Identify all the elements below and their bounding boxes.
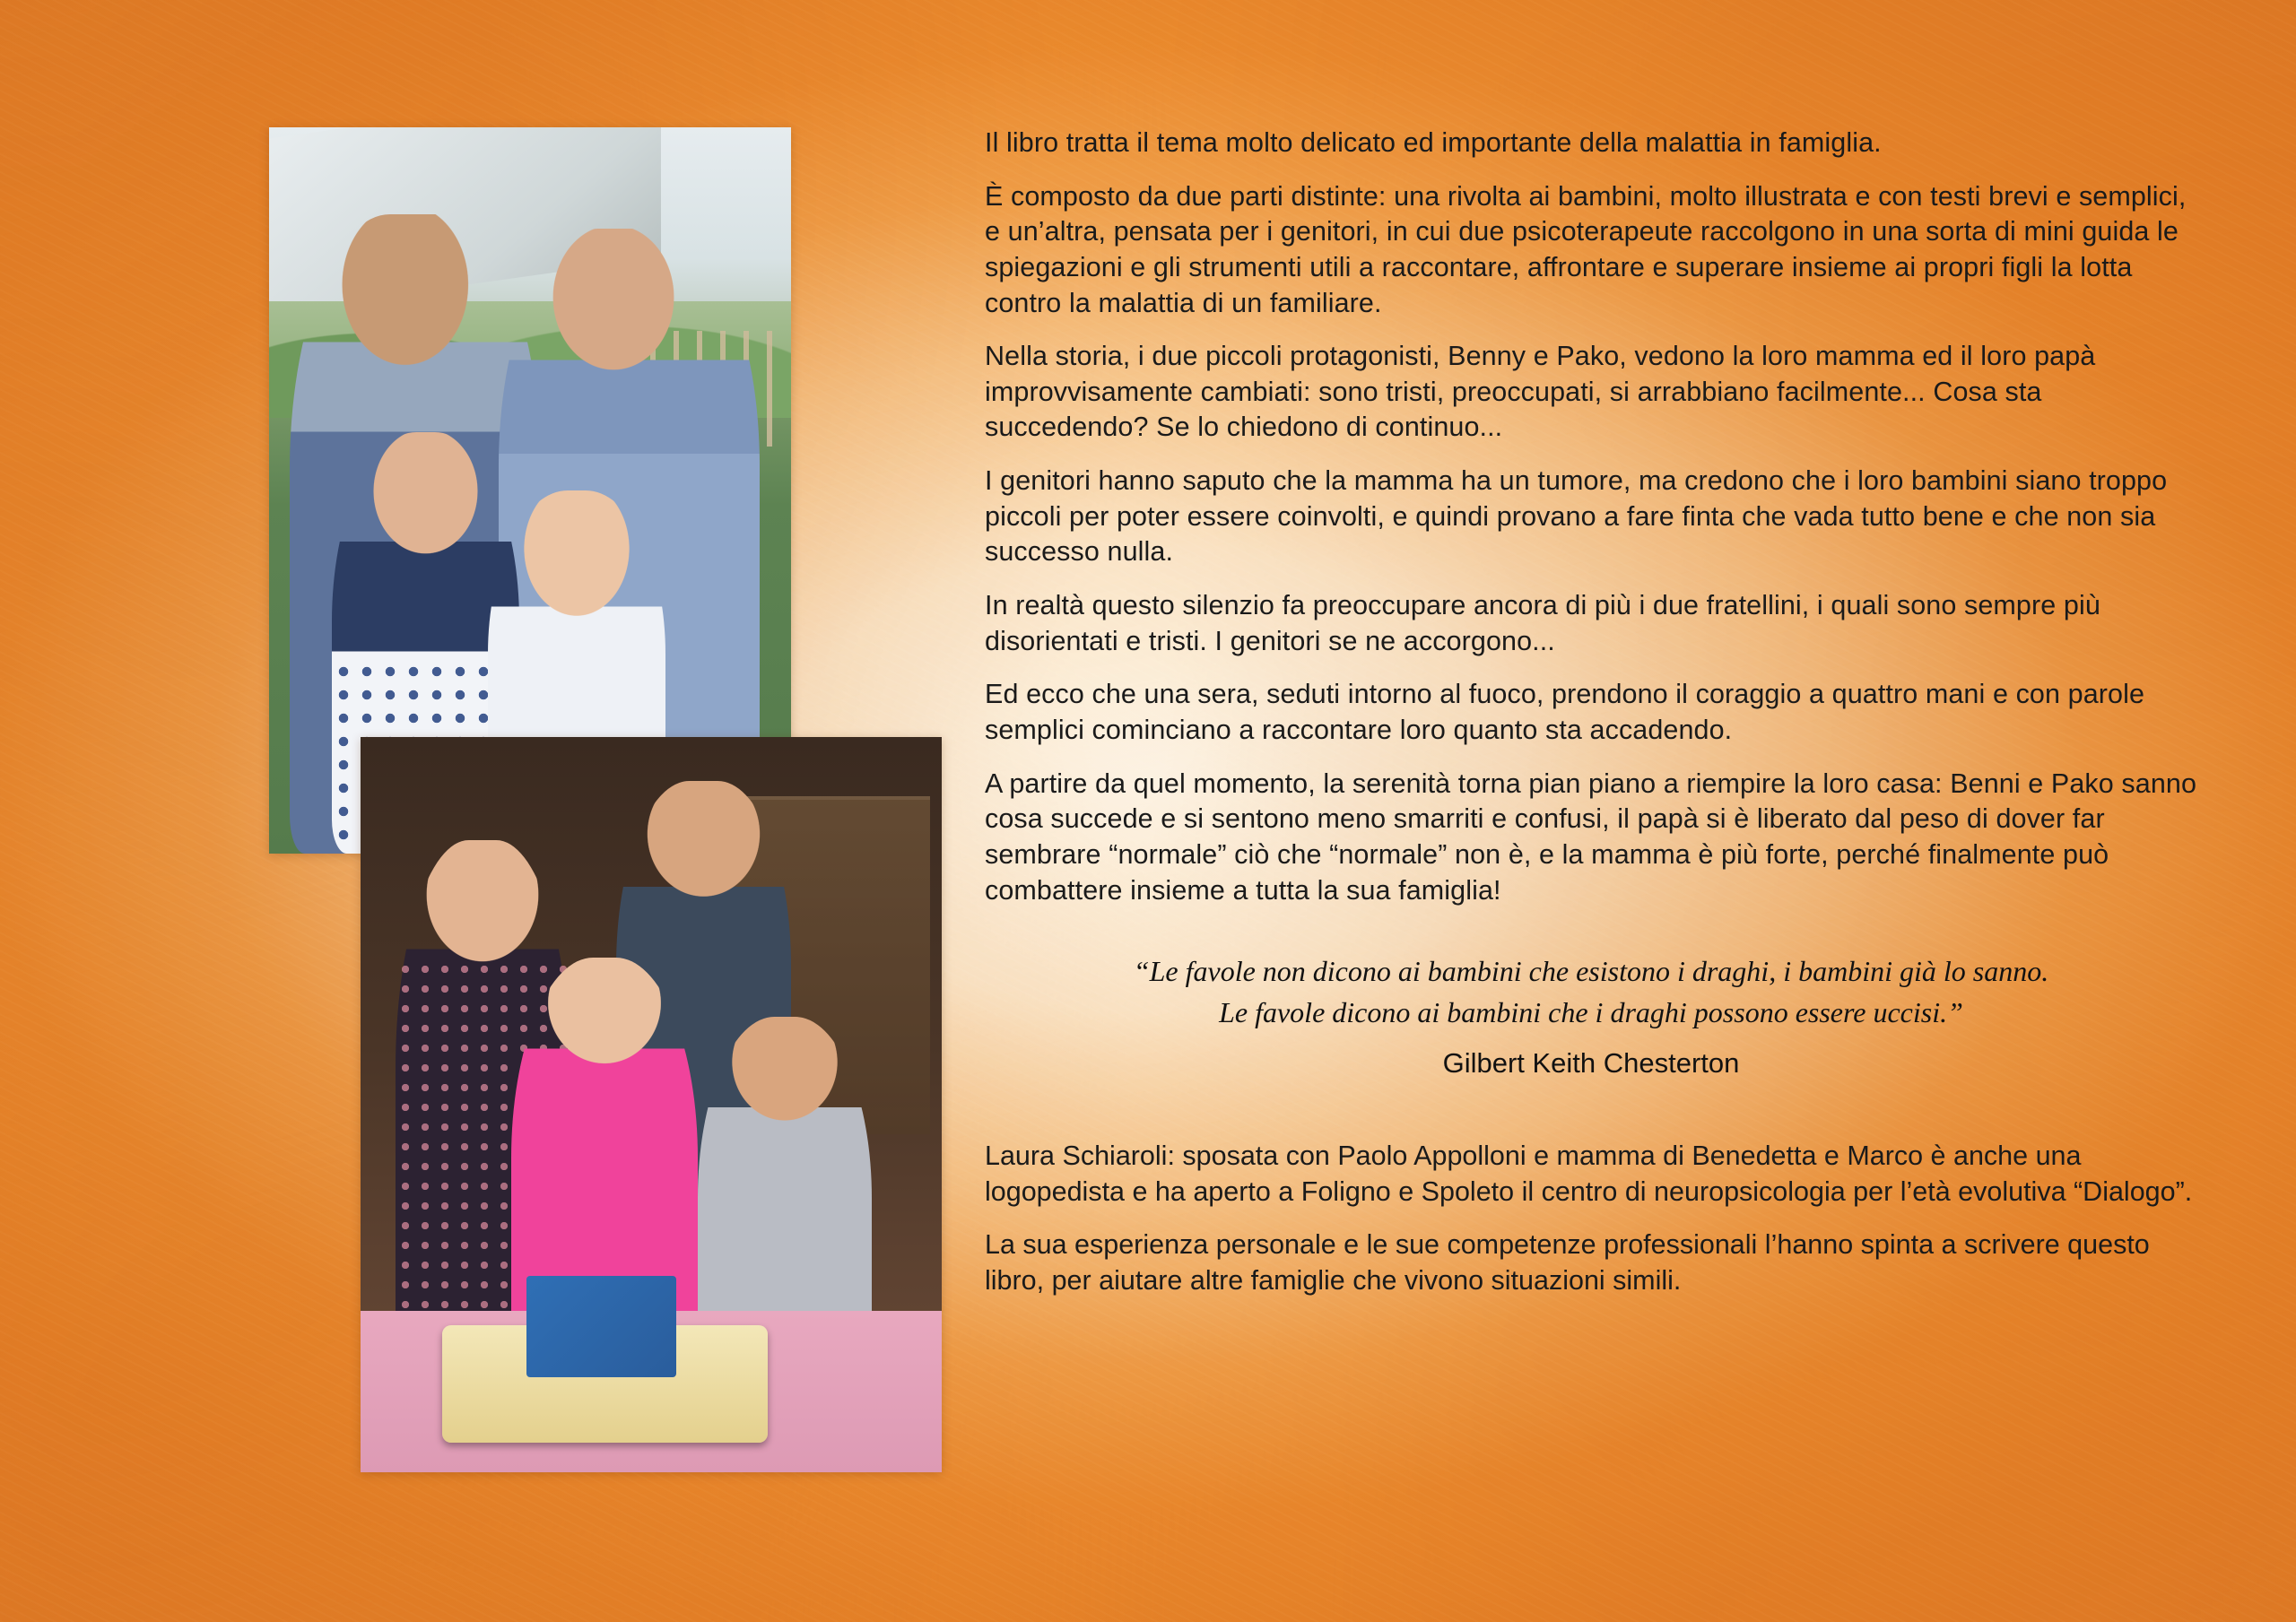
photo-family-birthday-image (361, 737, 942, 1472)
pull-quote-author: Gilbert Keith Chesterton (1442, 1047, 1740, 1080)
author-bio-paragraph-1: Laura Schiaroli: sposata con Paolo Appolloni e mamma di Benedetta e Marco è anche una logopedista e ha aperto a Foligno e Spoleto il centro di neuropsicologia per l’età evolutiva “Dialogo”. (985, 1141, 2193, 1207)
pull-quote (985, 951, 2197, 1083)
paragraph-2: È composto da due parti distinte: una rivolta ai bambini, molto illustrata e con testi brevi e semplici, e un’altra, pensata per i genitori, in cui due psicoterapeute raccolgono in una sorta di mini guida le spiegazioni e gli strumenti utili a raccontare, affrontare e superare insieme ai propri figli la lotta contro la malattia di un familiare. (985, 180, 2187, 318)
author-bio (985, 1139, 2197, 1299)
pull-quote-line-1: “Le favole non dicono ai bambini che esistono i draghi, i bambini già lo sanno. (1133, 955, 2049, 988)
author-bio-paragraph-2: La sua esperienza personale e le sue competenze professionali l’hanno spinta a scrivere questo libro, per aiutare altre famiglie che vivono situazioni simili. (985, 1229, 2150, 1296)
paragraph-1: Il libro tratta il tema molto delicato ed importante della malattia in famiglia. (985, 127, 1882, 158)
pull-quote-line-2: Le favole dicono ai bambini che i draghi possono essere uccisi.” (1219, 995, 1963, 1028)
photo-birthday-cake (442, 1325, 768, 1443)
photo-family-birthday (361, 737, 942, 1472)
paragraph-4: I genitori hanno saputo che la mamma ha un tumore, ma credono che i loro bambini siano troppo piccoli per poter essere coinvolti, e quindi provano a fare finta che vada tutto bene e che non sia successo nulla. (985, 465, 2168, 568)
paragraph-7: A partire da quel momento, la serenità torna pian piano a riempire la loro casa: Benni e Pako sanno cosa succede e si sentono meno smarriti e confusi, il papà si è liberato dal peso di dover far sembrare “normale” ciò che “normale” non è, e la mamma è più forte, perché finalmente può combattere insieme a tutta la sua famiglia! (985, 768, 2197, 906)
paragraph-6: Ed ecco che una sera, seduti intorno al fuoco, prendono il coraggio a quattro mani e con parole semplici cominciano a raccontare loro quanto sta accadendo. (985, 679, 2145, 745)
paragraph-3: Nella storia, i due piccoli protagonisti, Benny e Pako, vedono la loro mamma ed il loro papà improvvisamente cambiati: sono tristi, preoccupati, si arrabbiano facilmente... Cosa sta succedendo? Se lo chiedono di continuo... (985, 341, 2096, 443)
text-column (985, 126, 2197, 1299)
paragraph-5: In realtà questo silenzio fa preoccupare ancora di più i due fratellini, i quali sono sempre più disorientati e tristi. I genitori se ne accorgono... (985, 590, 2100, 656)
